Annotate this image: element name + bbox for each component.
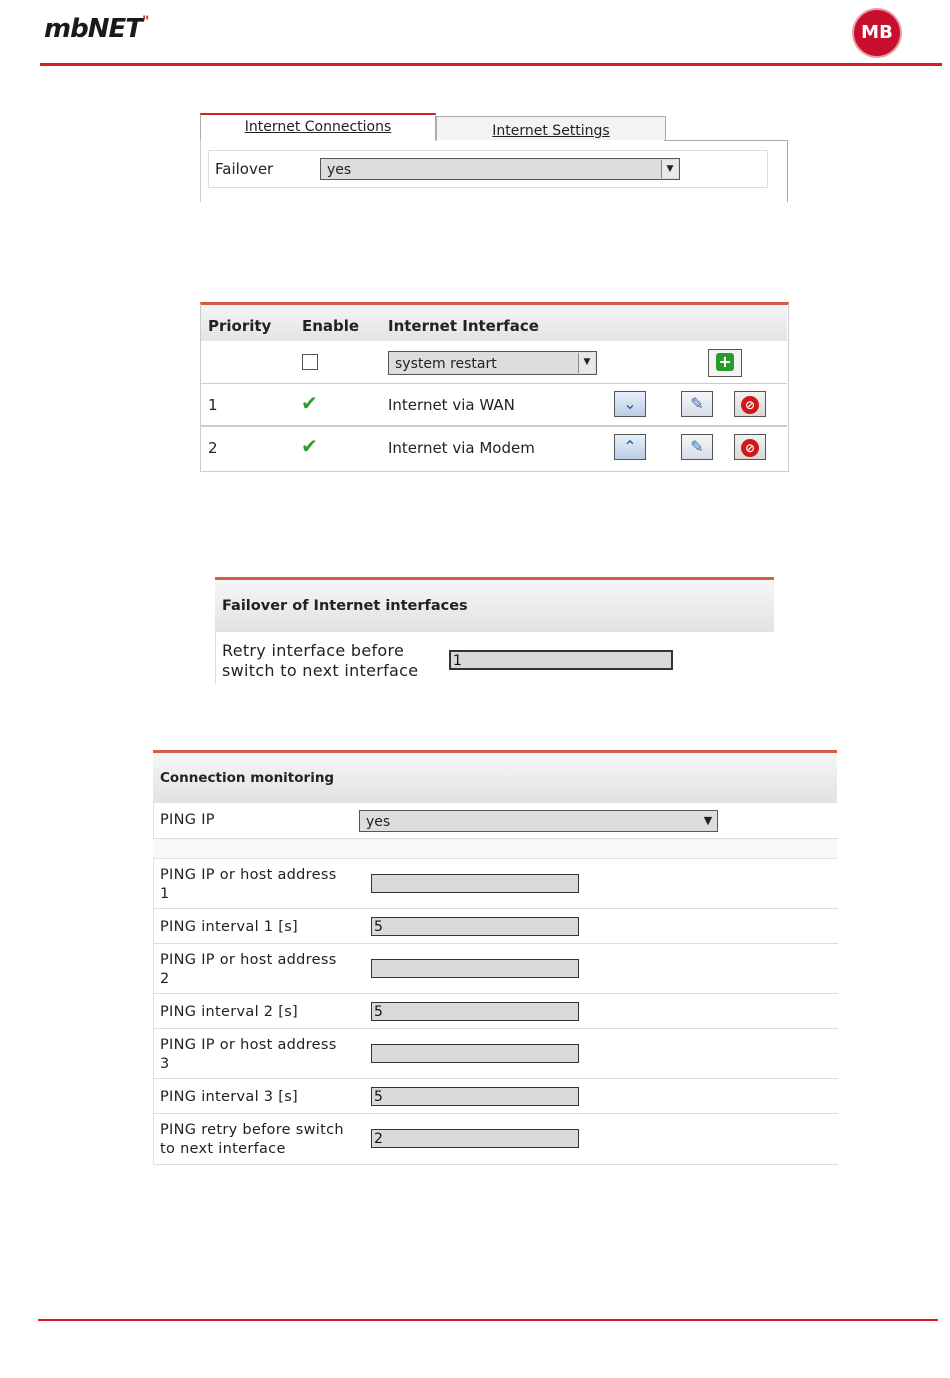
enable-checkbox[interactable] <box>302 354 318 370</box>
failover-select[interactable] <box>320 158 680 180</box>
row-interface-name: Internet via WAN <box>388 396 515 414</box>
ping-retry-input[interactable]: 2 <box>371 1129 579 1148</box>
retry-label-line2: switch to next interface <box>222 661 419 680</box>
dropdown-arrow-icon: ▼ <box>703 814 713 827</box>
tab-internet-settings[interactable]: Internet Settings <box>436 116 666 140</box>
ping-interval-3-label: PING interval 3 [s] <box>160 1089 299 1105</box>
ping-interval-2-input[interactable]: 5 <box>371 1002 579 1021</box>
ping-retry-label: PING retry before switch <box>160 1122 344 1138</box>
edit-icon: ✎ <box>690 437 704 456</box>
chevron-up-icon: ⌃ <box>623 437 637 456</box>
delete-button[interactable] <box>734 434 766 460</box>
logo-mark: " <box>141 14 149 30</box>
failover-section-title: Failover of Internet interfaces <box>222 598 468 614</box>
enabled-check-icon: ✔ <box>301 434 318 458</box>
failover-label: Failover <box>215 160 274 178</box>
add-icon: + <box>716 353 734 371</box>
tab-internet-connections[interactable]: Internet Connections <box>200 113 436 141</box>
ping-host-1-label-suffix: 1 <box>160 886 170 902</box>
delete-icon: ⊘ <box>741 396 759 414</box>
delete-icon: ⊘ <box>741 439 759 457</box>
ping-interval-2-label: PING interval 2 [s] <box>160 1004 299 1020</box>
ping-retry-label-line2: to next interface <box>160 1141 286 1157</box>
ping-interval-3-input[interactable]: 5 <box>371 1087 579 1106</box>
logo-text: mbNET <box>44 14 142 44</box>
ping-interval-1-label: PING interval 1 [s] <box>160 919 299 935</box>
mb-badge-logo: MB <box>854 10 900 56</box>
delete-button[interactable] <box>734 391 766 417</box>
ping-ip-label: PING IP <box>160 812 215 828</box>
col-enable: Enable <box>302 317 360 335</box>
ping-host-2-label: PING IP or host address <box>160 952 337 968</box>
dropdown-arrow-icon: ▼ <box>661 160 678 178</box>
ping-host-2-input[interactable] <box>371 959 579 978</box>
ping-host-1-input[interactable] <box>371 874 579 893</box>
section-border <box>215 632 216 684</box>
ping-ip-select[interactable] <box>359 810 718 832</box>
ping-host-3-label: PING IP or host address <box>160 1037 337 1053</box>
footer-divider <box>38 1319 938 1321</box>
ping-host-3-label-suffix: 3 <box>160 1056 170 1072</box>
new-interface-select[interactable] <box>388 351 597 375</box>
row-divider <box>201 425 787 427</box>
edit-button[interactable] <box>681 434 713 460</box>
spacer-row <box>153 839 837 859</box>
mbnet-logo <box>44 14 148 44</box>
dropdown-arrow-icon: ▼ <box>578 353 595 373</box>
enabled-check-icon: ✔ <box>301 391 318 415</box>
move-up-button[interactable] <box>614 434 646 460</box>
add-interface-button[interactable] <box>708 349 742 377</box>
row-priority: 2 <box>208 439 218 457</box>
ping-ip-select-value: yes <box>366 814 391 830</box>
header-divider <box>40 63 942 66</box>
ping-host-2-label-suffix: 2 <box>160 971 170 987</box>
edit-button[interactable] <box>681 391 713 417</box>
chevron-down-icon: ⌄ <box>623 394 637 413</box>
edit-icon: ✎ <box>690 394 704 413</box>
new-interface-select-value: system restart <box>395 356 497 372</box>
move-down-button[interactable] <box>614 391 646 417</box>
row-priority: 1 <box>208 396 218 414</box>
col-priority: Priority <box>208 317 272 335</box>
col-internet-interface: Internet Interface <box>388 317 539 335</box>
retry-label-line1: Retry interface before <box>222 641 405 660</box>
ping-host-1-label: PING IP or host address <box>160 867 337 883</box>
retry-interface-input[interactable]: 1 <box>449 650 673 670</box>
failover-select-value: yes <box>327 162 352 178</box>
row-interface-name: Internet via Modem <box>388 439 535 457</box>
ping-host-3-input[interactable] <box>371 1044 579 1063</box>
connection-monitoring-title: Connection monitoring <box>160 770 335 786</box>
row-divider <box>201 383 787 384</box>
ping-interval-1-input[interactable]: 5 <box>371 917 579 936</box>
